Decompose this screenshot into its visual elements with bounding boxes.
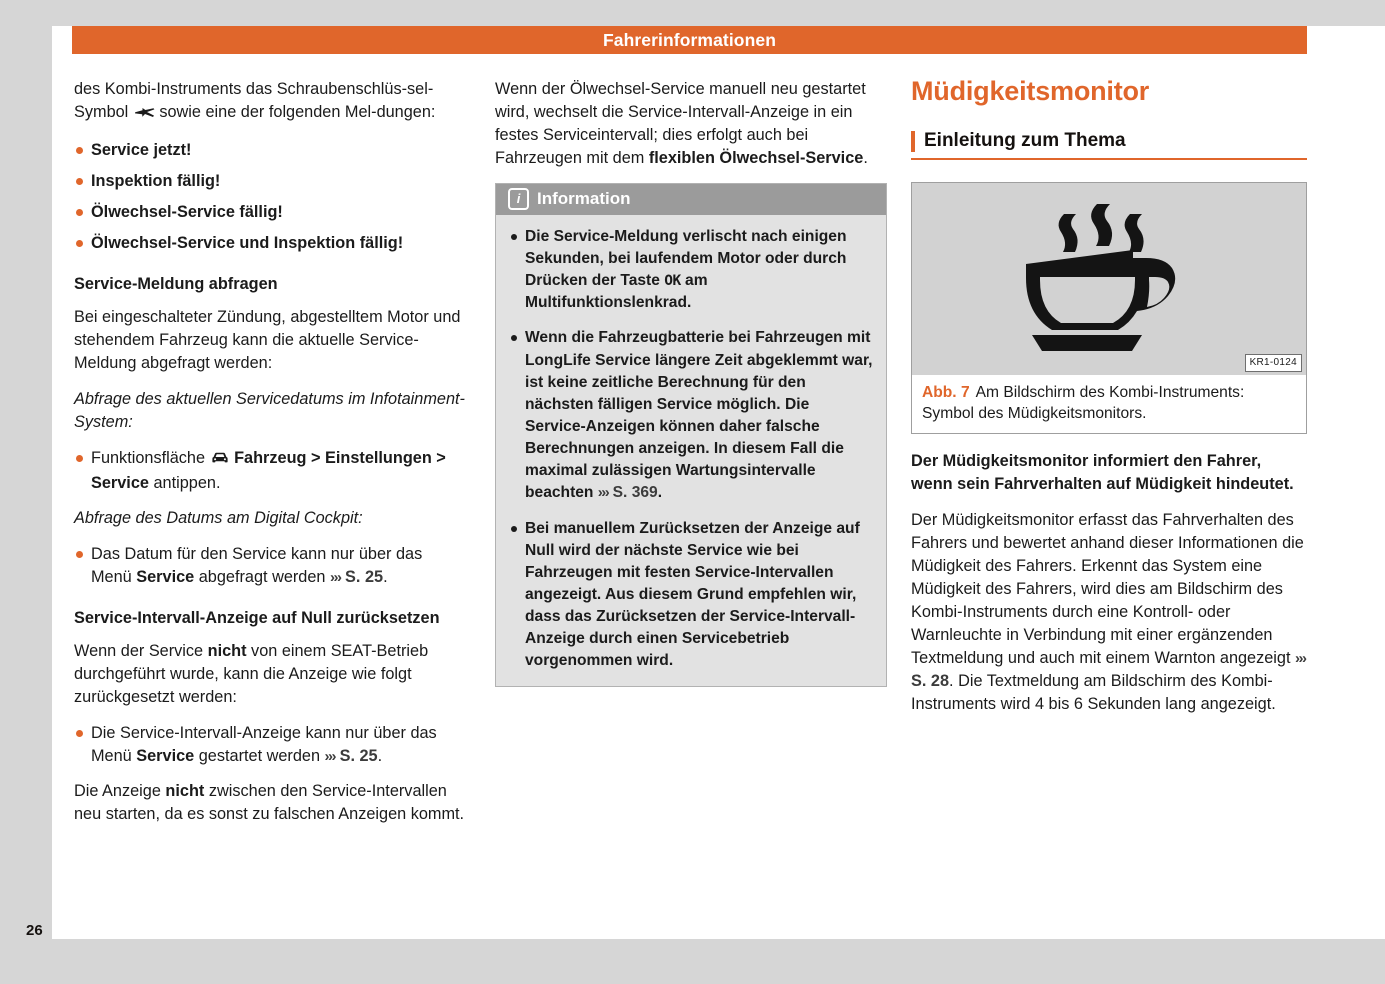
info-icon: i bbox=[508, 188, 529, 210]
figure-caption-text: Am Bildschirm des Kombi-Instruments: Symbol des Müdigkeitsmonitors. bbox=[922, 383, 1245, 422]
intro-text-part1: des Kombi-Instruments das Schraubenschlüs-sel-Symbol bbox=[74, 80, 434, 121]
bullet-text-bold: Service bbox=[136, 568, 195, 587]
page-number: 26 bbox=[26, 922, 43, 939]
bullet-text-pre: Das Datum für den Service kann nur über das Menü bbox=[91, 545, 423, 587]
running-header-title: Fahrerinformationen bbox=[602, 30, 777, 50]
heading-service-meldung-abfragen: Service-Meldung abfragen bbox=[74, 274, 278, 293]
cross-reference-page[interactable]: S. 28 bbox=[911, 672, 950, 691]
middle-column bbox=[495, 78, 887, 687]
list-item bbox=[74, 543, 466, 589]
paragraph-text-bold: flexiblen Ölwechsel-Service bbox=[648, 148, 864, 167]
section-title: Einleitung zum Thema bbox=[911, 131, 1307, 152]
car-icon bbox=[210, 449, 230, 472]
bullet-text-pre: Die Service-Intervall-Anzeige kann nur über das Menü bbox=[91, 724, 437, 766]
body-paragraph bbox=[911, 509, 1307, 716]
paragraph-warnung-neustart bbox=[74, 780, 466, 826]
lead-paragraph: Der Müdigkeitsmonitor informiert den Fahrer, wenn sein Fahrverhalten auf Müdigkeit hindeutet. bbox=[911, 452, 1294, 494]
cross-reference-chevrons: ››› bbox=[1295, 650, 1306, 668]
bullet-text-bold: Fahrzeug > Einstellungen > Service bbox=[91, 449, 446, 493]
figure-caption-label: Abb. 7 bbox=[922, 383, 970, 401]
service-message-list bbox=[74, 139, 466, 255]
left-column bbox=[74, 78, 466, 839]
bullet-cockpit-menu bbox=[74, 543, 466, 589]
cross-reference-page[interactable]: S. 369 bbox=[612, 484, 658, 502]
paragraph-service-abfrage: Bei eingeschalteter Zündung, abgestelltem Motor und stehendem Fahrzeug kann die aktuelle Service-Meldung abgefragt werden: bbox=[74, 308, 461, 373]
list-item bbox=[509, 518, 873, 673]
italic-abfrage-infotainment: Abfrage des aktuellen Servicedatums im Infotainment-System: bbox=[74, 390, 465, 432]
right-column bbox=[911, 78, 1307, 729]
bullet-text-post: antippen. bbox=[148, 474, 221, 493]
bullet-text-pre: Die Service-Meldung verlischt nach einigen Sekunden, bei laufendem Motor oder durch Drücken der Taste bbox=[525, 227, 847, 290]
list-item: Ölwechsel-Service fällig! bbox=[74, 201, 466, 224]
paragraph-text-pre: Der Müdigkeitsmonitor erfasst das Fahrverhalten des Fahrers und bewertet anhand dieser Informationen die Müdigkeit des Fahrers. Erkennt das System eine Müdigkeit des Fahrers, wird dies am Bildschirm des Kombi-Instruments durch eine Kontroll- oder Warnleuchte in Verbindung mit einer ergänzenden Textmeldung und auch mit einem Warnton angezeigt bbox=[911, 511, 1304, 668]
italic-abfrage-cockpit: Abfrage des Datums am Digital Cockpit: bbox=[74, 509, 363, 528]
list-item bbox=[74, 447, 466, 495]
bullet-text-post: abgefragt werden bbox=[194, 568, 330, 587]
bullet-infotainment-path bbox=[74, 447, 466, 495]
information-box-header bbox=[496, 184, 886, 215]
bullet-text-end: . bbox=[383, 568, 388, 587]
paragraph-text-bold: nicht bbox=[165, 782, 205, 801]
figure-muedigkeitsmonitor bbox=[911, 182, 1307, 434]
wrench-icon bbox=[133, 103, 155, 126]
paragraph-zuruecksetzen bbox=[74, 640, 466, 709]
cross-reference-chevrons: ››› bbox=[324, 748, 336, 766]
figure-image bbox=[912, 183, 1306, 375]
bullet-text-post: am Multifunktionslenkrad. bbox=[525, 272, 708, 312]
information-bullet-list bbox=[509, 226, 873, 673]
list-item bbox=[509, 327, 873, 504]
figure-caption bbox=[912, 375, 1306, 433]
paragraph-text-bold: nicht bbox=[207, 642, 247, 661]
bullet-text-pre: Funktionsfläche bbox=[91, 449, 210, 468]
cross-reference-chevrons: ››› bbox=[330, 569, 341, 587]
cross-reference-page[interactable]: S. 25 bbox=[339, 747, 378, 766]
ok-key-label: OK bbox=[664, 273, 681, 290]
list-item bbox=[509, 226, 873, 315]
paragraph-oelwechsel-neustart bbox=[495, 78, 887, 170]
paragraph-text-post: . bbox=[863, 148, 868, 167]
intro-text-part2: sowie eine der folgenden Mel-dungen: bbox=[154, 102, 436, 121]
list-item: Service jetzt! bbox=[74, 139, 466, 162]
section-title-wrapper bbox=[911, 131, 1307, 160]
information-box bbox=[495, 183, 887, 687]
figure-code-label: KR1-0124 bbox=[1245, 354, 1302, 372]
cross-reference-page[interactable]: S. 25 bbox=[345, 568, 384, 587]
bullet-text-bold: Service bbox=[136, 747, 195, 766]
bullet-text-post: . bbox=[657, 484, 663, 502]
running-header bbox=[72, 26, 1307, 54]
paragraph-text-pre: Wenn der Ölwechsel-Service manuell neu gestartet wird, wechselt die Service-Intervall-Anzeige in ein festes Serviceintervall; dies erfolgt auch bei Fahrzeugen mit dem bbox=[495, 80, 866, 167]
information-box-title: Information bbox=[537, 189, 631, 209]
paragraph-text-post: zwischen den Service-Intervallen neu starten, da es sonst zu falschen Anzeigen kommt. bbox=[74, 782, 465, 824]
paragraph-text-post: von einem SEAT-Betrieb durchgeführt wurde, kann die Anzeige wie folgt zurückgesetzt werden: bbox=[74, 642, 429, 707]
list-item: Inspektion fällig! bbox=[74, 170, 466, 193]
cross-reference-chevrons: ››› bbox=[597, 484, 609, 502]
heading-intervall-zuruecksetzen: Service-Intervall-Anzeige auf Null zurücksetzen bbox=[74, 608, 440, 627]
bullet-intervall-start bbox=[74, 722, 466, 768]
chapter-title: Müdigkeitsmonitor bbox=[911, 76, 1150, 106]
intro-paragraph bbox=[74, 78, 466, 126]
bullet-text-pre: Bei manuellem Zurücksetzen der Anzeige auf Null wird der nächste Service wie bei Fahrzeugen mit festen Service-Intervallen angezeigt. Aus diesem Grund empfehlen wir, dass das Zurücksetzen der Service-Intervall-Anzeige durch einen Servicebetrieb vorgenommen wird. bbox=[525, 519, 860, 670]
list-item bbox=[74, 722, 466, 768]
paragraph-text-pre: Die Anzeige bbox=[74, 782, 166, 801]
paragraph-text-pre: Wenn der Service bbox=[74, 642, 208, 661]
information-box-body bbox=[496, 215, 886, 686]
coffee-cup-icon bbox=[1004, 196, 1214, 361]
bullet-text-post: gestartet werden bbox=[194, 747, 325, 766]
bullet-text-pre: Wenn die Fahrzeugbatterie bei Fahrzeugen mit LongLife Service längere Zeit abgeklemmt war, ist keine zeitliche Berechnung für den nächsten fälligen Service möglich. Die Service-Anzeigen können daher falsche Berechnungen anzeigen. In diesem Fall die maximal zulässigen Wartungsintervalle beachten bbox=[525, 329, 873, 502]
list-item: Ölwechsel-Service und Inspektion fällig! bbox=[74, 232, 466, 255]
bullet-text-end: . bbox=[377, 747, 383, 766]
paragraph-text-post: . Die Textmeldung am Bildschirm des Kombi-Instruments wird 4 bis 6 Sekunden lang angezeigt. bbox=[911, 672, 1276, 714]
